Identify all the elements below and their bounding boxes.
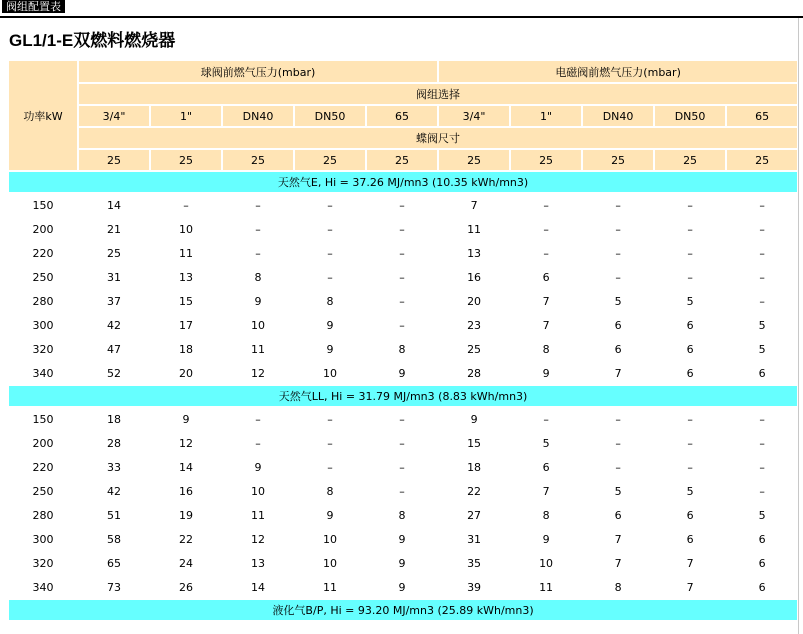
- pressure-cell: 10: [295, 552, 365, 574]
- pressure-cell: 17: [151, 314, 221, 336]
- pressure-cell: –: [655, 456, 725, 478]
- pressure-cell: 27: [439, 504, 509, 526]
- pressure-cell: 14: [151, 456, 221, 478]
- pressure-cell: 11: [151, 242, 221, 264]
- pressure-cell: 11: [511, 576, 581, 598]
- pressure-cell: –: [655, 242, 725, 264]
- pressure-cell: 35: [439, 552, 509, 574]
- pressure-cell: 25: [439, 338, 509, 360]
- pressure-cell: 8: [583, 576, 653, 598]
- pressure-cell: 16: [439, 266, 509, 288]
- pressure-cell: –: [655, 266, 725, 288]
- pressure-cell: 16: [151, 480, 221, 502]
- power-cell: 250: [9, 266, 77, 288]
- pressure-cell: –: [727, 194, 797, 216]
- pressure-cell: 9: [511, 528, 581, 550]
- pressure-cell: 10: [511, 552, 581, 574]
- pressure-cell: 5: [727, 314, 797, 336]
- pressure-cell: 11: [223, 504, 293, 526]
- pressure-cell: –: [295, 266, 365, 288]
- pressure-cell: 15: [439, 432, 509, 454]
- pressure-cell: 18: [79, 408, 149, 430]
- pressure-cell: –: [295, 456, 365, 478]
- table-row: [9, 194, 797, 216]
- pressure-cell: 5: [583, 290, 653, 312]
- pressure-cell: –: [511, 242, 581, 264]
- pressure-cell: 65: [79, 552, 149, 574]
- power-cell: 200: [9, 218, 77, 240]
- table-row: [9, 432, 797, 454]
- pressure-cell: 31: [439, 528, 509, 550]
- pressure-cell: –: [295, 218, 365, 240]
- pressure-cell: 8: [367, 504, 437, 526]
- pressure-cell: 8: [223, 266, 293, 288]
- butterfly-size-cell: 25: [79, 150, 149, 170]
- gas-type-section-header: 液化气B/P, Hi = 93.20 MJ/mn3 (25.89 kWh/mn3): [9, 600, 797, 620]
- pressure-cell: 6: [655, 338, 725, 360]
- pressure-cell: 6: [727, 528, 797, 550]
- pressure-cell: 5: [583, 480, 653, 502]
- butterfly-size-cell: 25: [511, 150, 581, 170]
- pressure-cell: 6: [583, 338, 653, 360]
- pressure-cell: 5: [727, 338, 797, 360]
- pressure-cell: 10: [223, 314, 293, 336]
- pressure-cell: 12: [151, 432, 221, 454]
- power-cell: 250: [9, 480, 77, 502]
- pressure-cell: –: [583, 456, 653, 478]
- power-cell: 320: [9, 552, 77, 574]
- butterfly-size-cell: 25: [223, 150, 293, 170]
- power-cell: 280: [9, 290, 77, 312]
- pressure-cell: 12: [223, 528, 293, 550]
- table-row: [9, 528, 797, 550]
- pressure-cell: 25: [79, 242, 149, 264]
- pressure-cell: –: [367, 266, 437, 288]
- butterfly-size-header: 蝶阀尺寸: [79, 128, 797, 148]
- pressure-cell: 39: [439, 576, 509, 598]
- pressure-cell: –: [295, 408, 365, 430]
- pressure-cell: 42: [79, 480, 149, 502]
- pressure-cell: 6: [511, 456, 581, 478]
- butterfly-size-cell: 25: [583, 150, 653, 170]
- pressure-cell: 11: [223, 338, 293, 360]
- pressure-cell: 21: [79, 218, 149, 240]
- solenoid-valve-pressure-header: 电磁阀前燃气压力(mbar): [439, 61, 797, 82]
- pressure-cell: –: [727, 432, 797, 454]
- butterfly-size-cell: 25: [727, 150, 797, 170]
- pressure-cell: 10: [295, 362, 365, 384]
- pressure-cell: –: [223, 408, 293, 430]
- pressure-cell: 10: [223, 480, 293, 502]
- pressure-cell: 14: [79, 194, 149, 216]
- pressure-cell: 24: [151, 552, 221, 574]
- pressure-cell: 73: [79, 576, 149, 598]
- pressure-cell: –: [367, 456, 437, 478]
- pressure-cell: 6: [655, 528, 725, 550]
- pressure-cell: 5: [511, 432, 581, 454]
- pressure-cell: –: [655, 432, 725, 454]
- power-cell: 220: [9, 242, 77, 264]
- pressure-cell: 9: [367, 528, 437, 550]
- pressure-cell: 8: [295, 290, 365, 312]
- pressure-cell: –: [583, 218, 653, 240]
- pressure-cell: 6: [727, 552, 797, 574]
- power-cell: 220: [9, 456, 77, 478]
- pressure-cell: –: [295, 194, 365, 216]
- valve-size-header: 3/4": [79, 106, 149, 126]
- pressure-cell: 12: [223, 362, 293, 384]
- pressure-cell: –: [367, 432, 437, 454]
- pressure-cell: 5: [655, 290, 725, 312]
- table-row: [9, 218, 797, 240]
- pressure-cell: 20: [151, 362, 221, 384]
- pressure-cell: 7: [511, 290, 581, 312]
- pressure-cell: 7: [511, 480, 581, 502]
- pressure-cell: –: [727, 242, 797, 264]
- butterfly-size-cell: 25: [367, 150, 437, 170]
- pressure-cell: –: [295, 242, 365, 264]
- table-row: [9, 314, 797, 336]
- pressure-cell: –: [583, 194, 653, 216]
- valve-size-header: 65: [727, 106, 797, 126]
- table-row: [9, 504, 797, 526]
- pressure-cell: 9: [223, 456, 293, 478]
- pressure-cell: –: [727, 290, 797, 312]
- valve-config-table: [7, 59, 799, 622]
- pressure-cell: –: [655, 194, 725, 216]
- pressure-cell: 13: [223, 552, 293, 574]
- pressure-cell: 6: [727, 362, 797, 384]
- butterfly-size-cell: 25: [655, 150, 725, 170]
- pressure-cell: 37: [79, 290, 149, 312]
- pressure-cell: –: [223, 218, 293, 240]
- pressure-cell: 6: [583, 314, 653, 336]
- pressure-cell: 18: [151, 338, 221, 360]
- pressure-cell: 13: [151, 266, 221, 288]
- power-cell: 320: [9, 338, 77, 360]
- pressure-cell: 7: [583, 528, 653, 550]
- pressure-cell: 6: [655, 314, 725, 336]
- pressure-cell: –: [367, 218, 437, 240]
- pressure-cell: 8: [295, 480, 365, 502]
- pressure-cell: 10: [295, 528, 365, 550]
- pressure-cell: 7: [511, 314, 581, 336]
- pressure-cell: 7: [583, 362, 653, 384]
- power-cell: 340: [9, 362, 77, 384]
- valve-size-header: 3/4": [439, 106, 509, 126]
- butterfly-size-cell: 25: [439, 150, 509, 170]
- pressure-cell: 5: [727, 504, 797, 526]
- pressure-cell: 7: [439, 194, 509, 216]
- pressure-cell: 6: [511, 266, 581, 288]
- pressure-cell: –: [727, 456, 797, 478]
- pressure-cell: –: [583, 408, 653, 430]
- pressure-cell: 5: [655, 480, 725, 502]
- pressure-cell: –: [583, 266, 653, 288]
- pressure-cell: –: [151, 194, 221, 216]
- power-cell: 280: [9, 504, 77, 526]
- table-row: [9, 408, 797, 430]
- table-row: [9, 338, 797, 360]
- pressure-cell: 42: [79, 314, 149, 336]
- page-title: GL1/1-E双燃料燃烧器: [9, 31, 176, 50]
- power-cell: 300: [9, 528, 77, 550]
- pressure-cell: 47: [79, 338, 149, 360]
- table-row: [9, 552, 797, 574]
- pressure-cell: 9: [151, 408, 221, 430]
- pressure-cell: 22: [151, 528, 221, 550]
- power-cell: 150: [9, 408, 77, 430]
- pressure-cell: 26: [151, 576, 221, 598]
- ball-valve-pressure-header: 球阀前燃气压力(mbar): [79, 61, 437, 82]
- pressure-cell: –: [367, 290, 437, 312]
- section-tag: 阀组配置表: [2, 0, 65, 13]
- pressure-cell: 6: [727, 576, 797, 598]
- pressure-cell: 33: [79, 456, 149, 478]
- pressure-cell: –: [727, 480, 797, 502]
- pressure-cell: –: [583, 242, 653, 264]
- pressure-cell: –: [583, 432, 653, 454]
- pressure-cell: –: [511, 408, 581, 430]
- pressure-cell: 9: [439, 408, 509, 430]
- pressure-cell: 9: [511, 362, 581, 384]
- pressure-cell: –: [655, 218, 725, 240]
- pressure-cell: 9: [295, 338, 365, 360]
- pressure-cell: –: [367, 242, 437, 264]
- pressure-cell: 8: [511, 504, 581, 526]
- table-row: [9, 456, 797, 478]
- table-row: [9, 290, 797, 312]
- pressure-cell: 13: [439, 242, 509, 264]
- table-row: [9, 480, 797, 502]
- pressure-cell: 7: [655, 552, 725, 574]
- pressure-cell: 8: [511, 338, 581, 360]
- pressure-cell: 19: [151, 504, 221, 526]
- power-header: 功率kW: [9, 61, 77, 170]
- table-row: [9, 266, 797, 288]
- pressure-cell: –: [511, 218, 581, 240]
- pressure-cell: 6: [583, 504, 653, 526]
- pressure-cell: –: [295, 432, 365, 454]
- pressure-cell: 9: [367, 362, 437, 384]
- pressure-cell: 9: [295, 314, 365, 336]
- pressure-cell: –: [511, 194, 581, 216]
- pressure-cell: –: [655, 408, 725, 430]
- pressure-cell: 6: [655, 362, 725, 384]
- power-cell: 300: [9, 314, 77, 336]
- power-cell: 340: [9, 576, 77, 598]
- pressure-cell: 15: [151, 290, 221, 312]
- table-row: [9, 576, 797, 598]
- pressure-cell: –: [367, 194, 437, 216]
- top-bar: [0, 0, 803, 18]
- pressure-cell: –: [727, 408, 797, 430]
- pressure-cell: 9: [223, 290, 293, 312]
- pressure-cell: 8: [367, 338, 437, 360]
- pressure-cell: –: [727, 218, 797, 240]
- pressure-cell: 31: [79, 266, 149, 288]
- pressure-cell: –: [223, 194, 293, 216]
- gas-type-section-header: 天然气E, Hi = 37.26 MJ/mn3 (10.35 kWh/mn3): [9, 172, 797, 192]
- pressure-cell: 7: [583, 552, 653, 574]
- valve-select-header: 阀组选择: [79, 84, 797, 104]
- pressure-cell: 52: [79, 362, 149, 384]
- valve-size-header: DN40: [223, 106, 293, 126]
- valve-size-header: DN40: [583, 106, 653, 126]
- table-row: [9, 362, 797, 384]
- pressure-cell: 51: [79, 504, 149, 526]
- pressure-cell: –: [367, 480, 437, 502]
- power-cell: 200: [9, 432, 77, 454]
- gas-type-section-header: 天然气LL, Hi = 31.79 MJ/mn3 (8.83 kWh/mn3): [9, 386, 797, 406]
- valve-size-header: DN50: [655, 106, 725, 126]
- pressure-cell: 18: [439, 456, 509, 478]
- pressure-cell: –: [727, 266, 797, 288]
- pressure-cell: 23: [439, 314, 509, 336]
- valve-size-header: DN50: [295, 106, 365, 126]
- pressure-cell: 11: [439, 218, 509, 240]
- pressure-cell: 58: [79, 528, 149, 550]
- butterfly-size-cell: 25: [151, 150, 221, 170]
- butterfly-size-cell: 25: [295, 150, 365, 170]
- pressure-cell: 9: [367, 576, 437, 598]
- table-row: [9, 242, 797, 264]
- pressure-cell: 9: [295, 504, 365, 526]
- valve-size-header: 65: [367, 106, 437, 126]
- valve-size-header: 1": [151, 106, 221, 126]
- pressure-cell: 11: [295, 576, 365, 598]
- pressure-cell: 10: [151, 218, 221, 240]
- pressure-cell: 28: [439, 362, 509, 384]
- pressure-cell: 9: [367, 552, 437, 574]
- pressure-cell: 7: [655, 576, 725, 598]
- power-cell: 150: [9, 194, 77, 216]
- pressure-cell: 20: [439, 290, 509, 312]
- valve-size-header: 1": [511, 106, 581, 126]
- pressure-cell: 22: [439, 480, 509, 502]
- pressure-cell: –: [223, 432, 293, 454]
- pressure-cell: –: [223, 242, 293, 264]
- pressure-cell: 28: [79, 432, 149, 454]
- pressure-cell: 6: [655, 504, 725, 526]
- pressure-cell: –: [367, 314, 437, 336]
- pressure-cell: –: [367, 408, 437, 430]
- pressure-cell: 14: [223, 576, 293, 598]
